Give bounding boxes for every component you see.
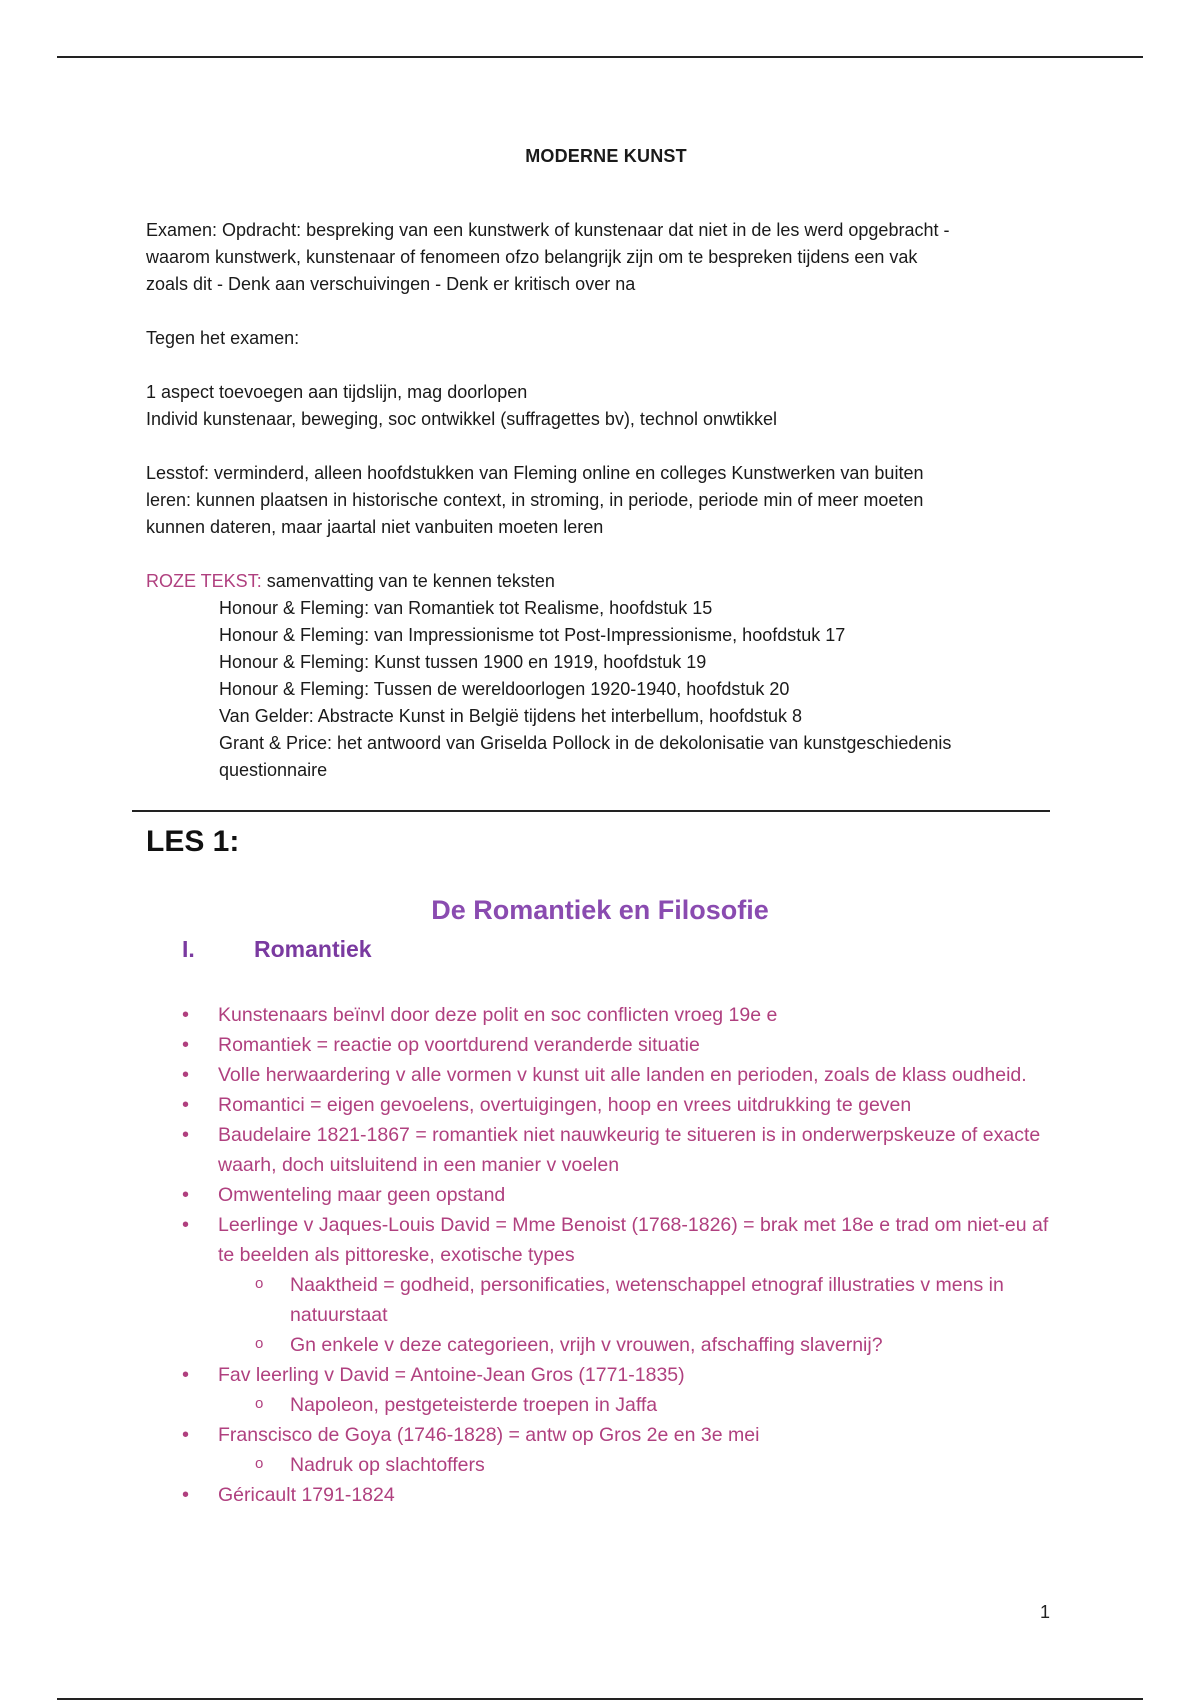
- bullet-item: • Kunstenaars beïnvl door deze polit en soc conflicten vroeg 19e e: [182, 1000, 1062, 1030]
- bullet-item: • Romantici = eigen gevoelens, overtuigingen, hoop en vrees uitdrukking te geven: [182, 1090, 1062, 1120]
- bullet-item: • Géricault 1791-1824: [182, 1480, 1062, 1510]
- bullet-text: Leerlinge v Jaques-Louis David = Mme Benoist (1768-1826) = brak met 18e e trad om niet-eu af te beelden als pittoreske, exotische types: [218, 1214, 1049, 1266]
- aspect-line: 1 aspect toevoegen aan tijdslijn, mag doorlopen: [146, 382, 528, 402]
- bullet-item-gros: [182, 1360, 1062, 1420]
- subsection-title: Romantiek: [254, 936, 372, 962]
- sub-bullet-list: [218, 1390, 1062, 1420]
- sub-bullet-list: [218, 1450, 1062, 1480]
- reading-item: Honour & Fleming: Tussen de wereldoorlogen 1920-1940, hoofdstuk 20: [219, 679, 790, 699]
- exam-line: waarom kunstwerk, kunstenaar of fenomeen ofzo belangrijk zijn om te bespreken tijdens een vak: [146, 247, 918, 267]
- sub-bullet-item: o Gn enkele v deze categorieen, vrijh v vrouwen, afschaffing slavernij?: [290, 1330, 1062, 1360]
- reading-item: questionnaire: [219, 760, 328, 780]
- lesstof-paragraph: [146, 460, 1066, 541]
- reading-item: Honour & Fleming: van Impressionisme tot Post-Impressionisme, hoofdstuk 17: [219, 625, 846, 645]
- lesstof-line: kunnen dateren, maar jaartal niet vanbuiten moeten leren: [146, 517, 604, 537]
- reading-item: Honour & Fleming: Kunst tussen 1900 en 1919, hoofdstuk 19: [219, 652, 707, 672]
- sub-bullet-item: o Napoleon, pestgeteisterde troepen in Jaffa: [290, 1390, 1062, 1420]
- sub-bullet-item: o Nadruk op slachtoffers: [290, 1450, 1062, 1480]
- bullet-item: • Romantiek = reactie op voortdurend veranderde situatie: [182, 1030, 1062, 1060]
- roze-text: samenvatting van te kennen teksten: [261, 571, 555, 591]
- lesson-heading: LES 1:: [146, 825, 240, 858]
- bullet-item: • Baudelaire 1821-1867 = romantiek niet nauwkeurig te situeren is in onderwerpskeuze of exacte waarh, doch uitsluitend in een manier v voelen: [182, 1120, 1062, 1180]
- intro-content: [146, 146, 1066, 784]
- bullet-item: • Volle herwaardering v alle vormen v kunst uit alle landen en perioden, zoals de klass oudheid.: [182, 1060, 1062, 1090]
- exam-paragraph: [146, 217, 1066, 298]
- bullet-text: Franscisco de Goya (1746-1828) = antw op Gros 2e en 3e mei: [218, 1424, 760, 1446]
- section-title: De Romantiek en Filosofie: [431, 895, 769, 925]
- subsection-number: I.: [182, 936, 195, 962]
- document-title: MODERNE KUNST: [525, 146, 687, 166]
- roze-paragraph: [146, 568, 1066, 595]
- bullet-item: • Omwenteling maar geen opstand: [182, 1180, 1062, 1210]
- roze-label: ROZE TEKST:: [146, 571, 262, 591]
- sub-bullet-item: o Naaktheid = godheid, personificaties, wetenschappel etnograf illustraties v mens in natuurstaat: [290, 1270, 1062, 1330]
- header-rule: [57, 56, 1143, 58]
- bullet-text: Fav leerling v David = Antoine-Jean Gros (1771-1835): [218, 1364, 685, 1386]
- page-number: 1: [1040, 1602, 1051, 1622]
- reading-list: [146, 595, 1066, 784]
- aspect-line: Individ kunstenaar, beweging, soc ontwikkel (suffragettes bv), technol onwtikkel: [146, 409, 778, 429]
- romantiek-bullet-list: [182, 1000, 1062, 1510]
- reading-item: Honour & Fleming: van Romantiek tot Realisme, hoofdstuk 15: [219, 598, 713, 618]
- aspect-paragraph: [146, 379, 1066, 433]
- bullet-item-benoist: [182, 1210, 1062, 1360]
- reading-item: Grant & Price: het antwoord van Griselda Pollock in de dekolonisatie van kunstgeschiedenis: [219, 733, 952, 753]
- lesstof-line: Lesstof: verminderd, alleen hoofdstukken van Fleming online en colleges Kunstwerken van buiten: [146, 463, 924, 483]
- exam-line: Examen: Opdracht: bespreking van een kunstwerk of kunstenaar dat niet in de les werd opgebracht -: [146, 220, 950, 240]
- exam-line: zoals dit - Denk aan verschuivingen - Denk er kritisch over na: [146, 274, 636, 294]
- subsection-heading: [182, 936, 372, 963]
- section-divider: [132, 810, 1050, 812]
- reading-item: Van Gelder: Abstracte Kunst in België tijdens het interbellum, hoofdstuk 8: [219, 706, 803, 726]
- sub-bullet-list: [218, 1270, 1062, 1360]
- roze-heading: [146, 568, 1066, 595]
- tegen-paragraph: Tegen het examen:: [146, 328, 300, 348]
- lesstof-line: leren: kunnen plaatsen in historische context, in stroming, in periode, periode min of meer moeten: [146, 490, 924, 510]
- bullet-item-goya: [182, 1420, 1062, 1480]
